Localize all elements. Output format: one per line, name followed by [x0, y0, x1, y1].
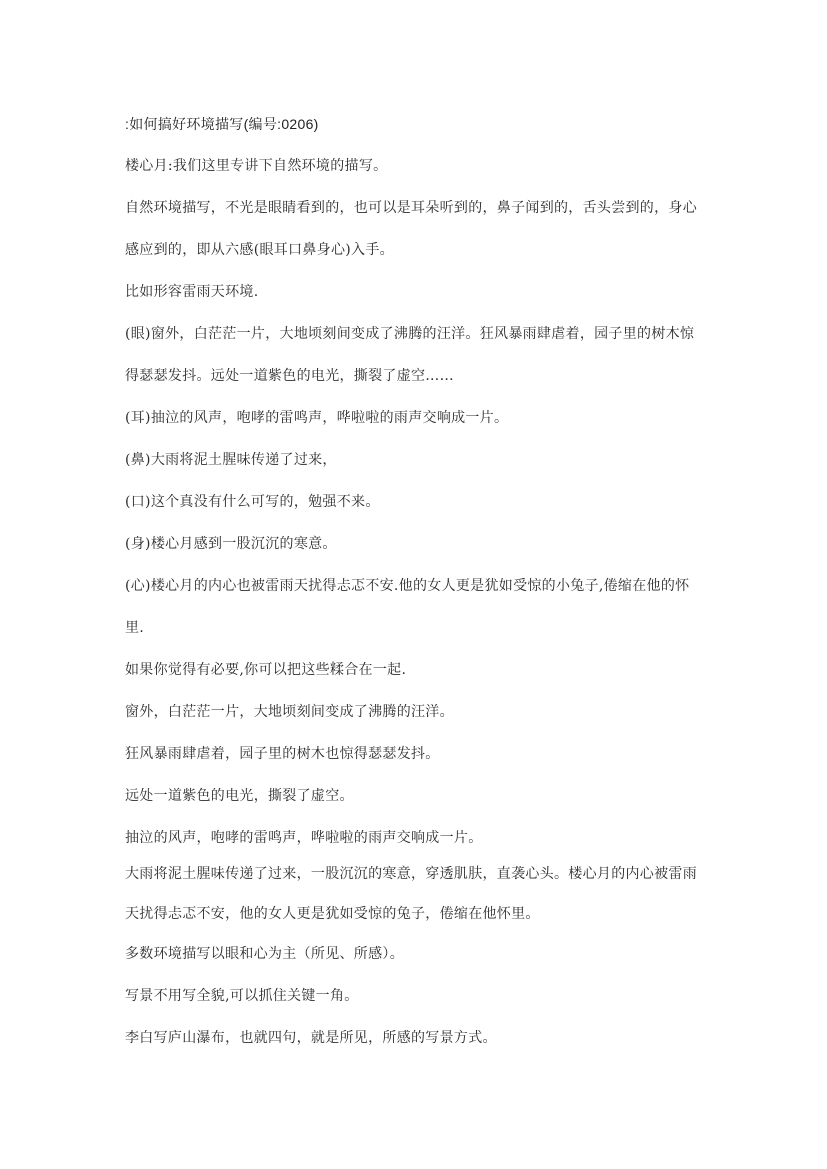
paragraph-line: 自然环境描写，不光是眼睛看到的，也可以是耳朵听到的，鼻子闻到的，舌头尝到的，身心	[125, 200, 697, 216]
paragraph-line: 天扰得忐忑不安，他的女人更是犹如受惊的兔子，倦缩在他怀里。	[125, 906, 540, 922]
paragraph-line: (眼)窗外，白茫茫一片，大地顷刻间变成了沸腾的汪洋。狂风暴雨肆虐着，园子里的树木惊	[125, 326, 695, 342]
paragraph-line: 大雨将泥土腥味传递了过来，一股沉沉的寒意，穿透肌肤，直袭心头。楼心月的内心被雷雨	[125, 866, 697, 882]
paragraph-line: 楼心月:我们这里专讲下自然环境的描写。	[125, 158, 388, 174]
paragraph-line: 里.	[125, 620, 145, 636]
paragraph-line: (耳)抽泣的风声，咆哮的雷鸣声，哗啦啦的雨声交响成一片。	[125, 410, 509, 426]
paragraph-line: 窗外，白茫茫一片，大地顷刻间变成了沸腾的汪洋。	[125, 704, 454, 720]
paragraph-line: 李白写庐山瀑布，也就四句，就是所见，所感的写景方式。	[125, 1030, 497, 1046]
paragraph-line: 抽泣的风声，咆哮的雷鸣声，哗啦啦的雨声交响成一片。	[125, 830, 483, 846]
paragraph-line: 狂风暴雨肆虐着，园子里的树木也惊得瑟瑟发抖。	[125, 746, 440, 762]
paragraph-line: 写景不用写全貌,可以抓住关键一角。	[125, 988, 359, 1004]
paragraph-line: (口)这个真没有什么可写的，勉强不来。	[125, 494, 380, 510]
paragraph-line: 远处一道紫色的电光，撕裂了虚空。	[125, 788, 354, 804]
paragraph-line: (鼻)大雨将泥土腥味传递了过来，	[125, 452, 337, 468]
paragraph-line: (心)楼心月的内心也被雷雨天扰得忐忑不安.他的女人更是犹如受惊的小兔子,倦缩在他的怀	[125, 578, 690, 594]
paragraph-line: 多数环境描写以眼和心为主（所见、所感）。	[125, 946, 404, 962]
document-title: :如何搞好环境描写(编号:0206)	[125, 116, 319, 132]
paragraph-line: (身)楼心月感到一股沉沉的寒意。	[125, 536, 337, 552]
paragraph-line: 如果你觉得有必要,你可以把这些糅合在一起.	[125, 662, 407, 678]
paragraph-line: 比如形容雷雨天环境.	[125, 284, 259, 300]
paragraph-line: 得瑟瑟发抖。远处一道紫色的电光，撕裂了虚空……	[125, 368, 454, 384]
paragraph-line: 感应到的，即从六感(眼耳口鼻身心)入手。	[125, 242, 394, 258]
